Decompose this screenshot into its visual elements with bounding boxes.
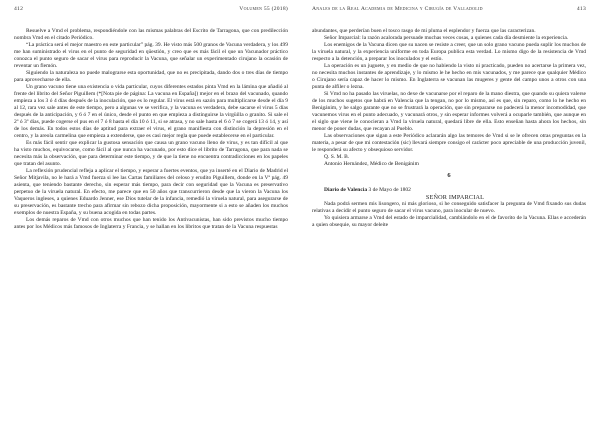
dateline-date: 3 de Mayo de 1802 <box>367 187 411 193</box>
right-page-header <box>312 6 586 16</box>
paragraph: Nada podrá sermen mis lisongero, ni más glorioso, si he conseguido satisfacer la pregunta de Vmd fixando sus dudas relativas a decidir el punto seguro de sacar el virus vacuno, para inocular de nuevo. <box>312 201 586 214</box>
paragraph: La reflexión prudencial refleja a aplicar el tiempo, y esperar a fuertes eventos, que ya inserté en el Diario de Madrid el Señor Mitjavila, no le hará a Vmd fuerza si lee las Cartas familiares del celoso y erudito Piguillem, donde en la Vª pág. 49 asienta, que teniendo bastante derecho, sin esperar más tiempo, para decir con seguridad que la Vacuna es preservativo perpetuo de la viruela natural. En efecto, me parece que en 50 años que transcurrieron desde que la vieron la Vacuna los Vaqueros ingleses, a quienes Eduardo Jenner, ese Dios tutelar de la infancia, remedió la viruela natural, para asegurarse de su preservación, es bastante trecho para afirmar sin rebozo dicha proposición, mayormente si a esto se añaden los muchos exemplos de nuestra España, y su buena acogida en todas partes. <box>14 168 288 216</box>
paragraph: Resuelve a Vmd el problema, respondiéndole con las mismas palabras del Escrito de Tarragona, que con predilección nombra Vmd en el citado Periódico. <box>14 28 288 41</box>
signature-line: Antonio Hernández, Médico de Benigánim <box>324 161 419 167</box>
left-journal-title: Volumen 55 (2018) <box>239 6 288 12</box>
paragraph: Los enemigos de la Vacuna dicen que su nacen se resiste a creer, que un solo grano vacuno pueda suplir los muchos de la viruela natural, y la experiencia uniforme en toda Europa publica esta verdad. Lo mismo digo de la resistencia de Vmd respecto a la detención, a preparar los inoculados y el estío. <box>312 42 586 62</box>
paragraph: Las observaciones que sigan a este Periódico aclararán algo las temores de Vmd si se le ofrecen otras preguntas en la materia, a pesar de que mi contestación (sic) llevará siempre consigo el carácter poco apreciable de una producción juvenil, le responderá su afecto y obsequioso servidor. <box>312 133 586 153</box>
paragraph: Siguiendo la naturaleza no puede malograrse esta oportunidad, que no es precipitada, dando dos o tres días de tiempo para aprovecharse de ella. <box>14 70 288 83</box>
right-page-number: 413 <box>576 6 586 12</box>
section-number: 6 <box>447 172 451 179</box>
section-title: SEÑOR IMPARCIAL <box>425 194 485 201</box>
paragraph: Si Vmd no ha pasado las viruelas, no dexe de vacunarse por el reparo de la mano diestra, que quando su quiera valerse de los muchos sugetos que habrá en Valencia que la tengan, no por lo mismo, así es que, sin reparo, como lo he hecho en Benigánim, y he salgo garante que no se frustrará la operación, que sin prepararse no padecerá la menor incomodidad, que vacunemos virus en el punto adecuado, y vacunará otros, y sin esperar informes volverá a ocuparle también, que aunque en el siglo que viene le conocieran a Vmd la viruela natural, quedará libre de ella. Esto enseñan hasta ahora los hechos, sin menor de poner dudas, que recayan al Pueblo. <box>312 91 586 132</box>
paragraph: La operación es un juguete, y en medio de que no habiendo la visto ni practicado, pueden no acertarse la primera vez, no necesita muchos instantes de aprendizaje, y lo mismo le he hecho en mis vacunados, y me parece que qualquier Médico o Cirujano sería capaz de hacer lo mismo. En Inglaterra se vacunan las mugeres y gente del campo unos a otros con una punta de alfiler o lezna. <box>312 63 586 90</box>
right-journal-title: Anales de la Real Academia de Medicina y Cirugía de Valladolid <box>312 6 483 12</box>
paragraph: Es más fácil sentir que explicar la gustosa sensación que causa un grano vacuno lleno de virus, y es tan difícil al que ha visto muchos, equivocarse, como fácil al que nunca ha vacunado, por esto dice el librito de Tarragona, que para nada se necesita más la observación, que para determinar este tiempo, y de que la tiene no encuentra contradicciones en los papeles que tratan del asunto. <box>14 140 288 167</box>
paragraph: Los demás reparos de Vmd con otros muchos que han tenido los Antivacunistas, han sido previstos mucho tiempo antes por los Médicos más famosos de Inglaterra y Francia, y se hallan en los libritos que tratan de la Vacuna respuestas <box>14 217 288 230</box>
right-page <box>300 0 600 423</box>
closing-formula: Q. S. M. B. <box>324 154 350 160</box>
paragraph: Un grano vacuno tiene una existencia o vida particular, cuyos diferentes estados pinta Vmd en la lámina que añadió al frente del librito del Señor Piguillem (*[Nota pie de página: La vacuna en España]) mejor en el brazo del vacunado, quando empieza a los 3 ó 4 días después de la inoculación, que es lo regular. El virus está en sazón para multiplicarse desde el día 9 al 12, rara vez sale antes de este tiempo, pero a algunas ve se verifica, y la vacuna es verdadera, debe sacarse el virus 5 días después de la anticipación, y 6 ó 7 en el único, desde el punto en que empieza a distinguirse la virgüilla o granito. Si sale el 2º ó 3º días, puede cogerse el pus en el 7 ó 8 hasta el día 10 ó 11, si se atrasa, y no sale hasta el 6 ó 7 se cogerá 13 ó 14, y así de los demás. En todos estos días de aptitud para extraer el virus, el grano manifiesta con distinción la depresión en el centro, y la areola carmelina que empieza a extenderse, que es casi mejor regla que puede establecerse en el particular. <box>14 84 288 139</box>
left-page-body <box>14 28 288 231</box>
right-page-body <box>312 28 586 229</box>
paragraph: “La práctica será el mejor maestro en este particular” pág. 39. He visto más 500 granos de Vacuna verdadera, y los 499 me han suministrado el virus en el punto de seguridad en qüestión, y creo que es más fácil el que un Vacunador práctico conozca el punto seguro de sacar el virus para reproducir la Vacuna, que señalar un experimentado cirujano la ocasión de reventar un flemón. <box>14 42 288 69</box>
paragraph: Señor Imparcial: la razón acalorada persuade muchas veces cosas, a quienes cada día desmiente la experiencia. <box>324 35 569 41</box>
dateline-newspaper: Diario de Valencia <box>324 187 368 193</box>
dateline <box>312 187 586 194</box>
paragraph: Yo quisiera armarse a Vmd del estado de imparcialidad, cambiándolo en el de favorito de la Vacuna. Ellas e accederán a quien obsequie, su mayor deleite <box>312 215 586 228</box>
left-page-header <box>14 6 288 16</box>
left-page-number: 412 <box>14 6 24 12</box>
paragraph: abundantes, que perderían buen el tosco rasgo de mi pluma el esplendor y fuerza que las caracterizan. <box>312 28 536 34</box>
